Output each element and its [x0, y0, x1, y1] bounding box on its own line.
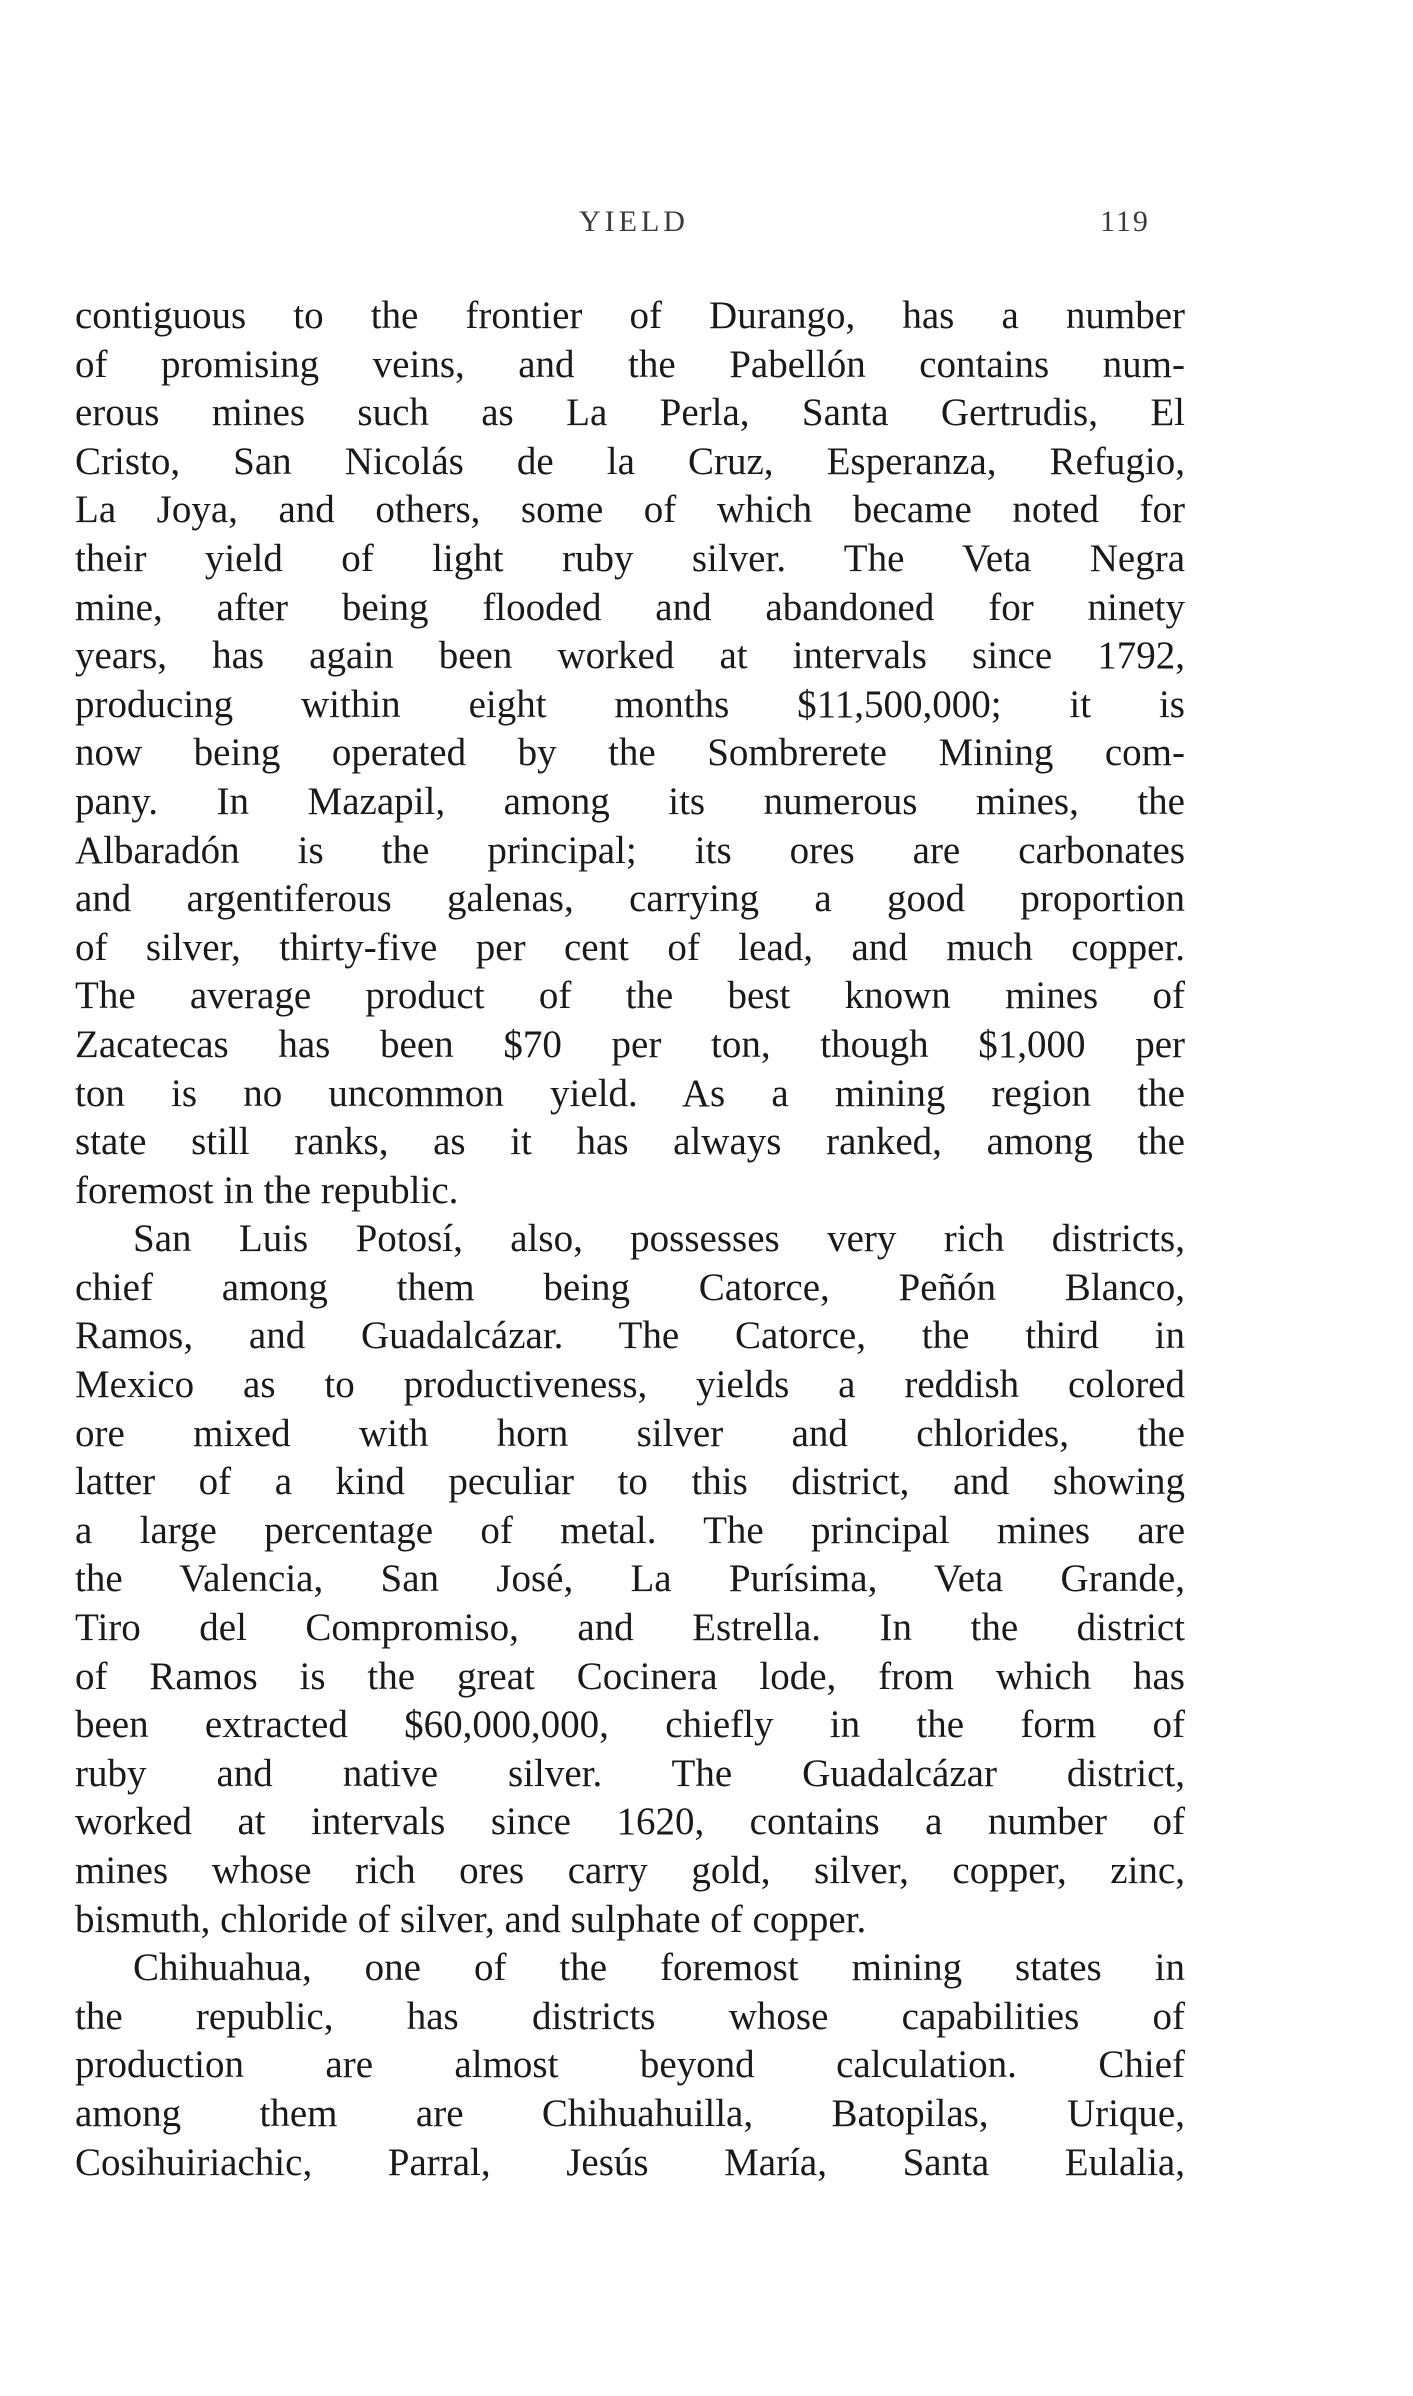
text-line: Albaradón is the principal; its ores are carbonates [75, 828, 1185, 872]
text-line: Chihuahua, one of the foremost mining states in [133, 1946, 1185, 1990]
text-line: Tiro del Compromiso, and Estrella. In the district [75, 1606, 1185, 1650]
text-line: years, has again been worked at intervals since 1792, [75, 634, 1185, 678]
text-line: ore mixed with horn silver and chlorides, the [75, 1411, 1185, 1455]
text-line: and argentiferous galenas, carrying a good proportion [75, 877, 1185, 921]
paragraph-chihuahua [75, 1944, 1185, 2187]
text-line: Cosihuiriachic, Parral, Jesús María, Santa Eulalia, [75, 2140, 1185, 2184]
text-line: a large percentage of metal. The principal mines are [75, 1508, 1185, 1552]
paragraph-zacatecas [75, 292, 1185, 1215]
text-line: worked at intervals since 1620, contains a number of [75, 1800, 1185, 1844]
text-line: chief among them being Catorce, Peñón Blanco, [75, 1265, 1185, 1309]
running-title: YIELD [579, 205, 689, 238]
text-line: ton is no uncommon yield. As a mining region the [75, 1071, 1185, 1115]
text-line: La Joya, and others, some of which became noted for [75, 488, 1185, 532]
text-line: foremost in the republic. [75, 1168, 459, 1212]
text-line: producing within eight months $11,500,000; it is [75, 682, 1185, 726]
paragraph-san-luis-potosi [75, 1215, 1185, 1944]
text-line: bismuth, chloride of silver, and sulphate of copper. [75, 1897, 867, 1941]
text-line: Cristo, San Nicolás de la Cruz, Esperanza, Refugio, [75, 439, 1185, 483]
text-line: San Luis Potosí, also, possesses very rich districts, [133, 1217, 1185, 1261]
text-line: now being operated by the Sombrerete Mining com- [75, 731, 1185, 775]
text-line: latter of a kind peculiar to this district, and showing [75, 1460, 1185, 1504]
text-line: production are almost beyond calculation. Chief [75, 2043, 1185, 2087]
text-line: Zacatecas has been $70 per ton, though $1,000 per [75, 1022, 1185, 1066]
text-line: Mexico as to productiveness, yields a reddish colored [75, 1363, 1185, 1407]
text-line: pany. In Mazapil, among its numerous mines, the [75, 779, 1185, 823]
running-head [0, 205, 1413, 245]
text-line: of promising veins, and the Pabellón contains num- [75, 342, 1185, 386]
text-line: of Ramos is the great Cocinera lode, from which has [75, 1654, 1185, 1698]
text-line: the republic, has districts whose capabilities of [75, 1994, 1185, 2038]
text-line: of silver, thirty-five per cent of lead, and much copper. [75, 925, 1185, 969]
text-line: state still ranks, as it has always ranked, among the [75, 1120, 1185, 1164]
text-line: mine, after being flooded and abandoned for ninety [75, 585, 1185, 629]
text-line: ruby and native silver. The Guadalcázar district, [75, 1751, 1185, 1795]
text-line: been extracted $60,000,000, chiefly in the form of [75, 1703, 1185, 1747]
text-line: among them are Chihuahuilla, Batopilas, Urique, [75, 2091, 1185, 2135]
text-line: contiguous to the frontier of Durango, has a number [75, 294, 1185, 337]
text-line: The average product of the best known mines of [75, 974, 1185, 1018]
text-line: their yield of light ruby silver. The Veta Negra [75, 536, 1185, 580]
body-text [75, 292, 1185, 2187]
text-line: the Valencia, San José, La Purísima, Veta Grande, [75, 1557, 1185, 1601]
text-line: erous mines such as La Perla, Santa Gertrudis, El [75, 391, 1185, 435]
text-line: Ramos, and Guadalcázar. The Catorce, the third in [75, 1314, 1185, 1358]
text-line: mines whose rich ores carry gold, silver, copper, zinc, [75, 1849, 1185, 1892]
page-number: 119 [1100, 205, 1150, 238]
